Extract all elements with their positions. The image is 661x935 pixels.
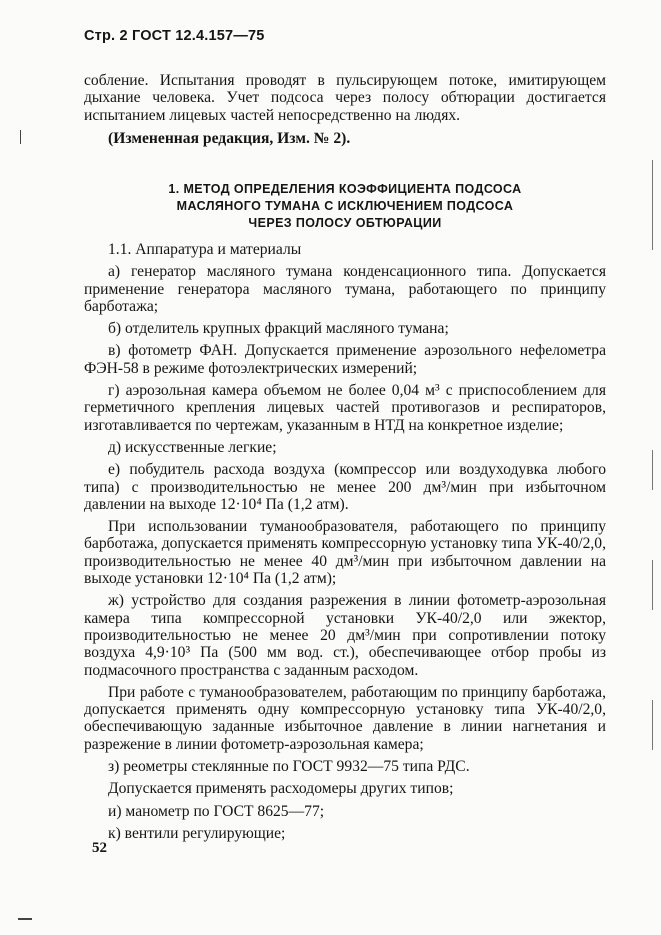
page-header: Стр. 2 ГОСТ 12.4.157—75 <box>84 28 265 44</box>
item-e: е) побудитель расхода воздуха (компрессор или воздуходувка любого типа) с производительностью не менее 200 дм³/мин при избыточном давлении на выходе 12·10⁴ Па (1,2 атм). <box>84 461 606 513</box>
item-d: д) искусственные легкие; <box>108 438 277 456</box>
flowmeters-note: Допускается применять расходомеры других типов; <box>108 780 454 798</box>
page-number: 52 <box>92 840 107 856</box>
body-text <box>84 241 606 847</box>
item-k: к) вентили регулирующие; <box>108 824 286 842</box>
item-b: б) отделитель крупных фракций масляного тумана; <box>108 320 449 338</box>
intro-paragraph: собление. Испытания проводят в пульсирующем потоке, имитирующем дыхание человека. Учет подсоса через полосу обтюрации достигается испытанием лицевых частей непосредственно на людях. <box>84 72 606 124</box>
fog-generator-note: При использовании туманообразователя, работающего по принципу барботажа, допускается применять компрессорную установку типа УК-40/2,0, производительностью не менее 40 дм³/мин при избыточном давлении на выходе установки 12·10⁴ Па (1,2 атм); <box>84 518 606 588</box>
edition-note: (Измененная редакция, Изм. № 2). <box>108 129 351 147</box>
item-v: в) фотометр ФАН. Допускается применение аэрозольного нефелометра ФЭН-58 в режиме фотоэлектрических измерений; <box>84 342 606 377</box>
item-g: г) аэрозольная камера объемом не более 0,04 м³ с приспособлением для герметичного крепления лицевых частей противогазов и респираторов, изготавливается по чертежам, указанным в НТД на конкретное изделие; <box>84 382 606 434</box>
margin-mark <box>652 450 653 490</box>
clause-1-1: 1.1. Аппаратура и материалы <box>108 241 302 258</box>
margin-mark <box>652 700 653 750</box>
intro-block <box>84 72 606 152</box>
section-heading-line-2: МАСЛЯНОГО ТУМАНА С ИСКЛЮЧЕНИЕМ ПОДСОСА <box>176 199 514 213</box>
section-heading-line-3: ЧЕРЕЗ ПОЛОСУ ОБТЮРАЦИИ <box>248 216 442 230</box>
compressor-note: При работе с туманообразователем, работающим по принципу барботажа, допускается применять одну компрессорную установку типа УК-40/2,0, обеспечивающую заданные избыточное давление в линии нагнетания и разрежение в линии фотометр-аэрозольная камера; <box>84 683 606 753</box>
margin-mark <box>652 160 653 250</box>
section-heading-line-1: 1. МЕТОД ОПРЕДЕЛЕНИЯ КОЭФФИЦИЕНТА ПОДСОСА <box>168 182 522 196</box>
corner-scan-mark <box>18 918 32 920</box>
margin-mark <box>20 130 21 144</box>
margin-mark <box>652 560 653 610</box>
item-zh: ж) устройство для создания разрежения в линии фотометр-аэрозольная камера типа компрессорной установки УК-40/2,0 или эжектор, производительностью не менее 20 дм³/мин при сопротивлении потоку воздуха 4,9·10³ Па (500 мм вод. ст.), обеспечивающее отбор пробы из подмасочного пространства с заданным расходом. <box>84 592 606 679</box>
item-a: а) генератор масляного тумана конденсационного типа. Допускается применение генератора масляного тумана, работающего по принципу барботажа; <box>84 263 606 315</box>
item-i: и) манометр по ГОСТ 8625—77; <box>108 802 325 820</box>
section-heading <box>84 181 606 232</box>
item-z: з) реометры стеклянные по ГОСТ 9932—75 типа РДС. <box>108 758 470 776</box>
